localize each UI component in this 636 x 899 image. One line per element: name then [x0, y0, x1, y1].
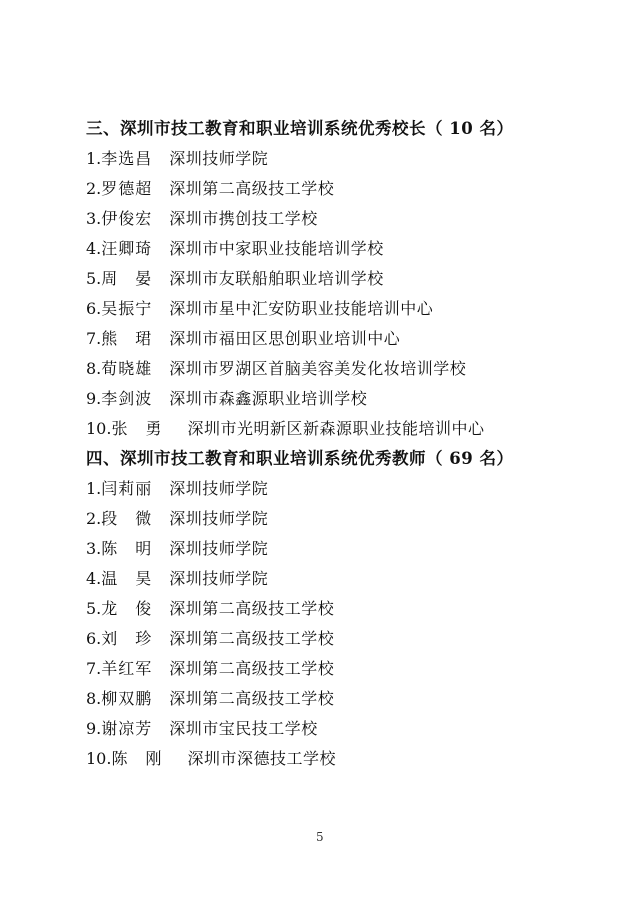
item-number: 4. [86, 569, 102, 588]
organization-name: 深圳市森鑫源职业培训学校 [169, 389, 368, 408]
list-item [86, 354, 606, 384]
organization-name: 深圳市深德技工学校 [187, 749, 336, 768]
person-name: 张 勇 [111, 419, 163, 438]
list-item [86, 564, 606, 594]
person-name: 汪卿琦 [101, 239, 153, 258]
list-item [86, 504, 606, 534]
item-number: 4. [86, 239, 102, 258]
organization-name: 深圳第二高级技工学校 [169, 599, 335, 618]
organization-name: 深圳技师学院 [169, 479, 269, 498]
person-name: 熊 珺 [101, 329, 153, 348]
list-item [86, 174, 606, 204]
item-number: 9. [86, 719, 102, 738]
list-item [86, 384, 606, 414]
organization-name: 深圳市中家职业技能培训学校 [169, 239, 384, 258]
list-item [86, 414, 606, 444]
item-number: 10. [86, 419, 112, 438]
document-body [86, 114, 606, 774]
item-number: 2. [86, 179, 102, 198]
person-name: 罗德超 [101, 179, 153, 198]
section-heading-teachers: 四、深圳市技工教育和职业培训系统优秀教师（ 69 名） [86, 449, 514, 468]
person-name: 李剑波 [101, 389, 153, 408]
organization-name: 深圳技师学院 [169, 509, 269, 528]
organization-name: 深圳第二高级技工学校 [169, 629, 335, 648]
organization-name: 深圳市携创技工学校 [169, 209, 318, 228]
list-item [86, 294, 606, 324]
organization-name: 深圳市福田区思创职业培训中心 [169, 329, 401, 348]
item-number: 1. [86, 149, 102, 168]
organization-name: 深圳市光明新区新森源职业技能培训中心 [187, 419, 485, 438]
list-item [86, 624, 606, 654]
list-item [86, 144, 606, 174]
item-number: 6. [86, 299, 102, 318]
person-name: 龙 俊 [101, 599, 153, 618]
organization-name: 深圳第二高级技工学校 [169, 689, 335, 708]
person-name: 吴振宁 [101, 299, 153, 318]
item-number: 2. [86, 509, 102, 528]
item-number: 3. [86, 209, 102, 228]
person-name: 闫莉丽 [101, 479, 153, 498]
organization-name: 深圳第二高级技工学校 [169, 659, 335, 678]
person-name: 羊红军 [101, 659, 153, 678]
person-name: 伊俊宏 [101, 209, 153, 228]
list-item [86, 594, 606, 624]
list-item [86, 684, 606, 714]
organization-name: 深圳市宝民技工学校 [169, 719, 318, 738]
item-number: 1. [86, 479, 102, 498]
person-name: 李选昌 [101, 149, 153, 168]
organization-name: 深圳第二高级技工学校 [169, 179, 335, 198]
list-item [86, 744, 606, 774]
list-item [86, 234, 606, 264]
person-name: 刘 珍 [101, 629, 153, 648]
person-name: 陈 刚 [111, 749, 163, 768]
item-number: 5. [86, 599, 102, 618]
person-name: 温 昊 [101, 569, 153, 588]
item-number: 8. [86, 689, 102, 708]
person-name: 荀晓雄 [101, 359, 153, 378]
organization-name: 深圳市星中汇安防职业技能培训中心 [169, 299, 434, 318]
person-name: 周 晏 [101, 269, 153, 288]
item-number: 6. [86, 629, 102, 648]
person-name: 陈 明 [101, 539, 153, 558]
page-number: 5 [316, 830, 324, 844]
list-item [86, 324, 606, 354]
section-heading-principals: 三、深圳市技工教育和职业培训系统优秀校长（ 10 名） [86, 119, 514, 138]
organization-name: 深圳技师学院 [169, 539, 269, 558]
item-number: 7. [86, 329, 102, 348]
list-item [86, 264, 606, 294]
list-item [86, 534, 606, 564]
list-item [86, 714, 606, 744]
list-item [86, 474, 606, 504]
item-number: 5. [86, 269, 102, 288]
item-number: 9. [86, 389, 102, 408]
organization-name: 深圳市友联船舶职业培训学校 [169, 269, 384, 288]
person-name: 柳双鹏 [101, 689, 153, 708]
list-item [86, 654, 606, 684]
item-number: 10. [86, 749, 112, 768]
organization-name: 深圳市罗湖区首脑美容美发化妆培训学校 [169, 359, 467, 378]
item-number: 8. [86, 359, 102, 378]
item-number: 3. [86, 539, 102, 558]
item-number: 7. [86, 659, 102, 678]
person-name: 谢凉芳 [101, 719, 153, 738]
organization-name: 深圳技师学院 [169, 569, 269, 588]
list-item [86, 204, 606, 234]
person-name: 段 微 [101, 509, 153, 528]
organization-name: 深圳技师学院 [169, 149, 269, 168]
